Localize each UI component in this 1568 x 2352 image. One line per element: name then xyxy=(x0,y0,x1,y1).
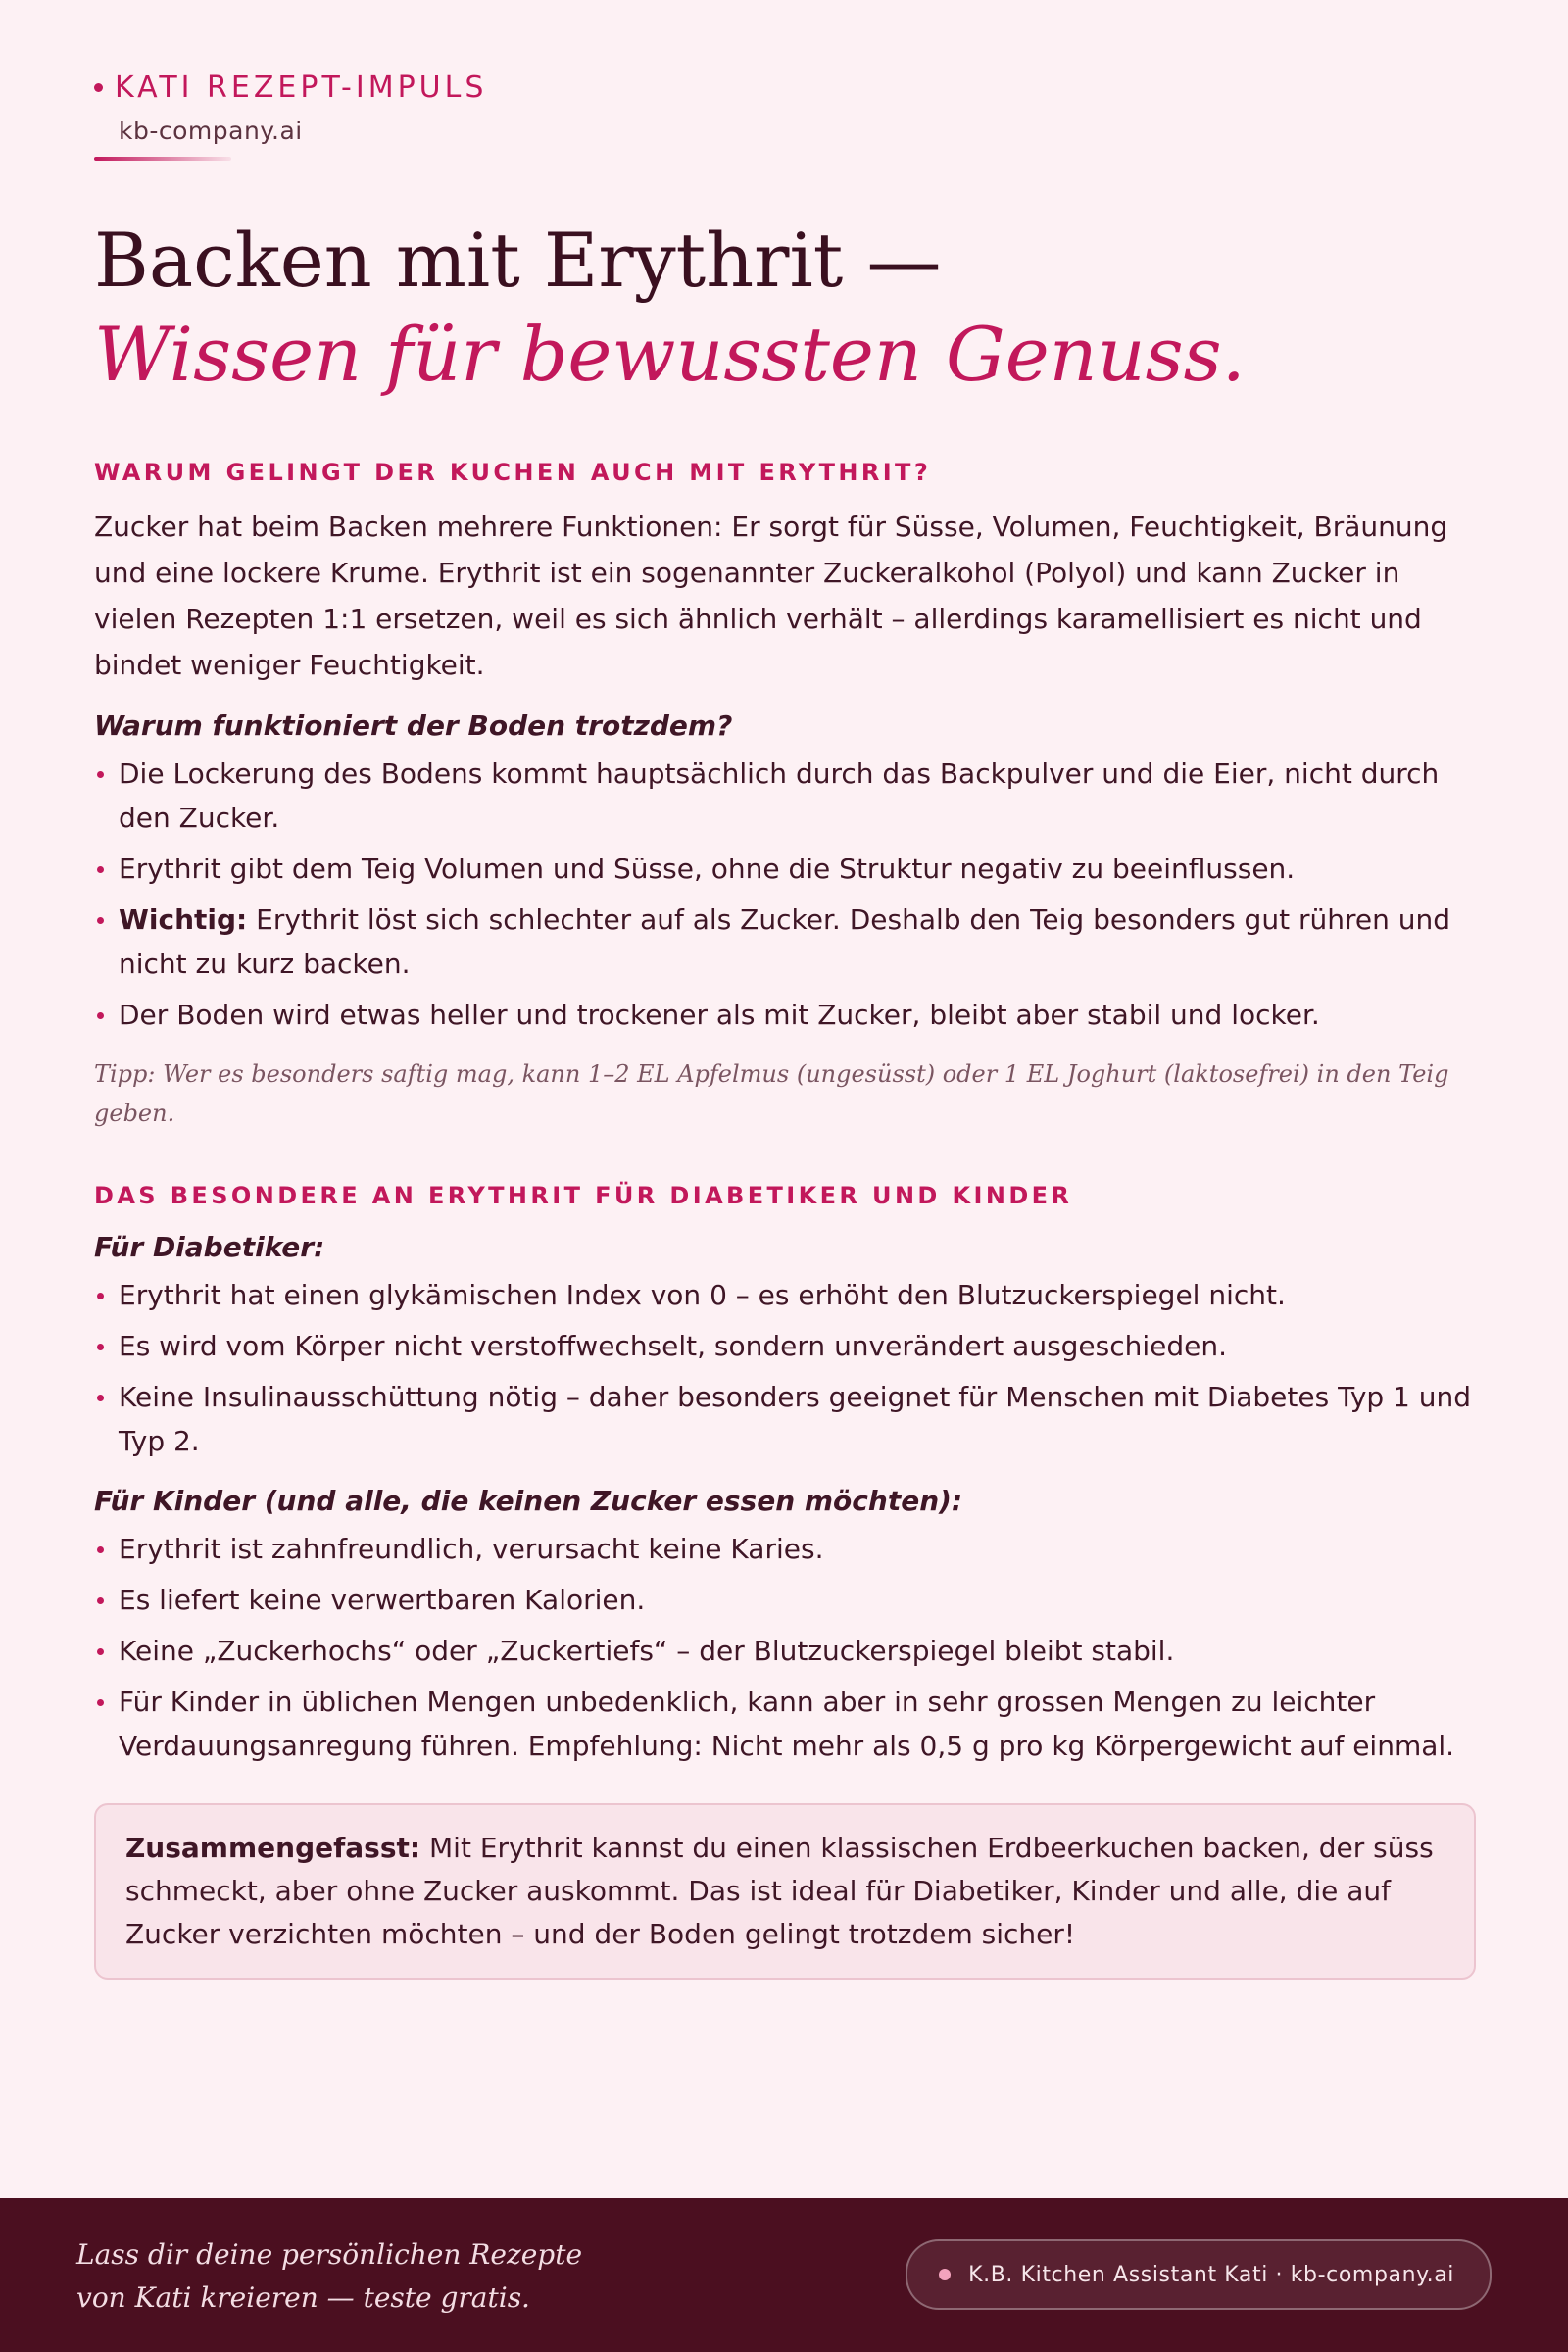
list-item: Für Kinder in üblichen Mengen unbedenklich, kann aber in sehr grossen Mengen zu leichter Verdauungsanregung führen. Empfehlung: Nicht mehr als 0,5 g pro kg Körpergewicht auf einmal. xyxy=(94,1680,1474,1768)
subheading-kids: Für Kinder (und alle, die keinen Zucker essen möchten): xyxy=(94,1485,963,1517)
summary-text: Mit Erythrit kannst du einen klassischen Erdbeerkuchen backen, der süss schmeckt, aber ohne Zucker auskommt. Das ist ideal für Diabetiker, Kinder und alle, die auf Zucker verzichten möchten – und der Boden gelingt trotzdem sicher! xyxy=(125,1832,1434,1950)
list-item: Erythrit hat einen glykämischen Index von 0 – es erhöht den Blutzuckerspiegel nicht. xyxy=(94,1273,1474,1317)
list-item: Es wird vom Körper nicht verstoffwechselt, sondern unverändert ausgeschieden. xyxy=(94,1324,1474,1368)
brand-row xyxy=(94,71,487,105)
list-item: Keine „Zuckerhochs“ oder „Zuckertiefs“ – der Blutzuckerspiegel bleibt stabil. xyxy=(94,1629,1474,1673)
list-item-text: Die Lockerung des Bodens kommt hauptsächlich durch das Backpulver und die Eier, nicht durch den Zucker. xyxy=(119,758,1440,834)
section-heading-why: WARUM GELINGT DER KUCHEN AUCH MIT ERYTHRIT? xyxy=(94,459,932,486)
main-content xyxy=(94,459,1474,1775)
summary-label: Zusammengefasst: xyxy=(125,1832,421,1864)
subheading-diabetics: Für Diabetiker: xyxy=(94,1231,325,1263)
list-item xyxy=(94,847,1474,891)
list-item xyxy=(94,993,1474,1037)
list-item-text: Der Boden wird etwas heller und trockener als mit Zucker, bleibt aber stabil und locker. xyxy=(119,999,1320,1031)
pill-dot-icon xyxy=(939,2269,951,2280)
section-why xyxy=(94,459,1474,1133)
brand-dot-icon xyxy=(94,83,103,92)
brand-header xyxy=(94,71,487,161)
intro-paragraph: Zucker hat beim Backen mehrere Funktionen: Er sorgt für Süsse, Volumen, Feuchtigkeit, Bräunung und eine lockere Krume. Erythrit ist ein sogenannter Zuckeralkohol (Polyol) und kann Zucker in vielen Rezepten 1:1 ersetzen, weil es sich ähnlich verhält – allerdings karamellisiert es nicht und bindet weniger Feuchtigkeit. xyxy=(94,511,1448,681)
title-line-1: Backen mit Erythrit — xyxy=(94,217,942,304)
brand-divider xyxy=(94,157,231,161)
footer-tagline-line-1: Lass dir deine persönlichen Rezepte xyxy=(76,2238,583,2271)
list-item xyxy=(94,752,1474,840)
section-heading-special: DAS BESONDERE AN ERYTHRIT FÜR DIABETIKER UND KINDER xyxy=(94,1182,1073,1209)
kati-assistant-link[interactable] xyxy=(906,2239,1492,2310)
footer-tagline-line-2: von Kati kreieren — teste gratis. xyxy=(76,2281,530,2314)
page-title xyxy=(94,214,1474,402)
list-item: Es liefert keine verwertbaren Kalorien. xyxy=(94,1578,1474,1622)
important-label: Wichtig: xyxy=(119,904,248,936)
title-line-2: Wissen für bewussten Genuss. xyxy=(94,311,1246,398)
pill-label: K.B. Kitchen Assistant Kati · kb-company.ai xyxy=(968,2262,1454,2287)
diabetics-bullet-list xyxy=(94,1273,1474,1463)
footer-banner xyxy=(0,2198,1568,2352)
list-item: Erythrit ist zahnfreundlich, verursacht keine Karies. xyxy=(94,1527,1474,1571)
brand-name: KATI REZEPT-IMPULS xyxy=(115,71,488,105)
brand-url[interactable]: kb-company.ai xyxy=(119,117,303,145)
kids-bullet-list xyxy=(94,1527,1474,1768)
section-diabetics-kids xyxy=(94,1182,1474,1768)
list-item-text: Erythrit gibt dem Teig Volumen und Süsse, ohne die Struktur negativ zu beeinflussen. xyxy=(119,853,1296,885)
subheading-base: Warum funktioniert der Boden trotzdem? xyxy=(94,710,733,742)
list-item: Keine Insulinausschüttung nötig – daher besonders geeignet für Menschen mit Diabetes Typ 1 und Typ 2. xyxy=(94,1375,1474,1463)
list-item-text: Erythrit löst sich schlechter auf als Zucker. Deshalb den Teig besonders gut rühren und nicht zu kurz backen. xyxy=(119,904,1450,980)
base-bullet-list xyxy=(94,752,1474,1037)
summary-box xyxy=(94,1803,1476,1980)
list-item xyxy=(94,898,1474,986)
footer-tagline xyxy=(76,2233,586,2320)
tip-note: Tipp: Wer es besonders saftig mag, kann 1–2 EL Apfelmus (ungesüsst) oder 1 EL Joghurt (laktosefrei) in den Teig geben. xyxy=(94,1060,1449,1127)
